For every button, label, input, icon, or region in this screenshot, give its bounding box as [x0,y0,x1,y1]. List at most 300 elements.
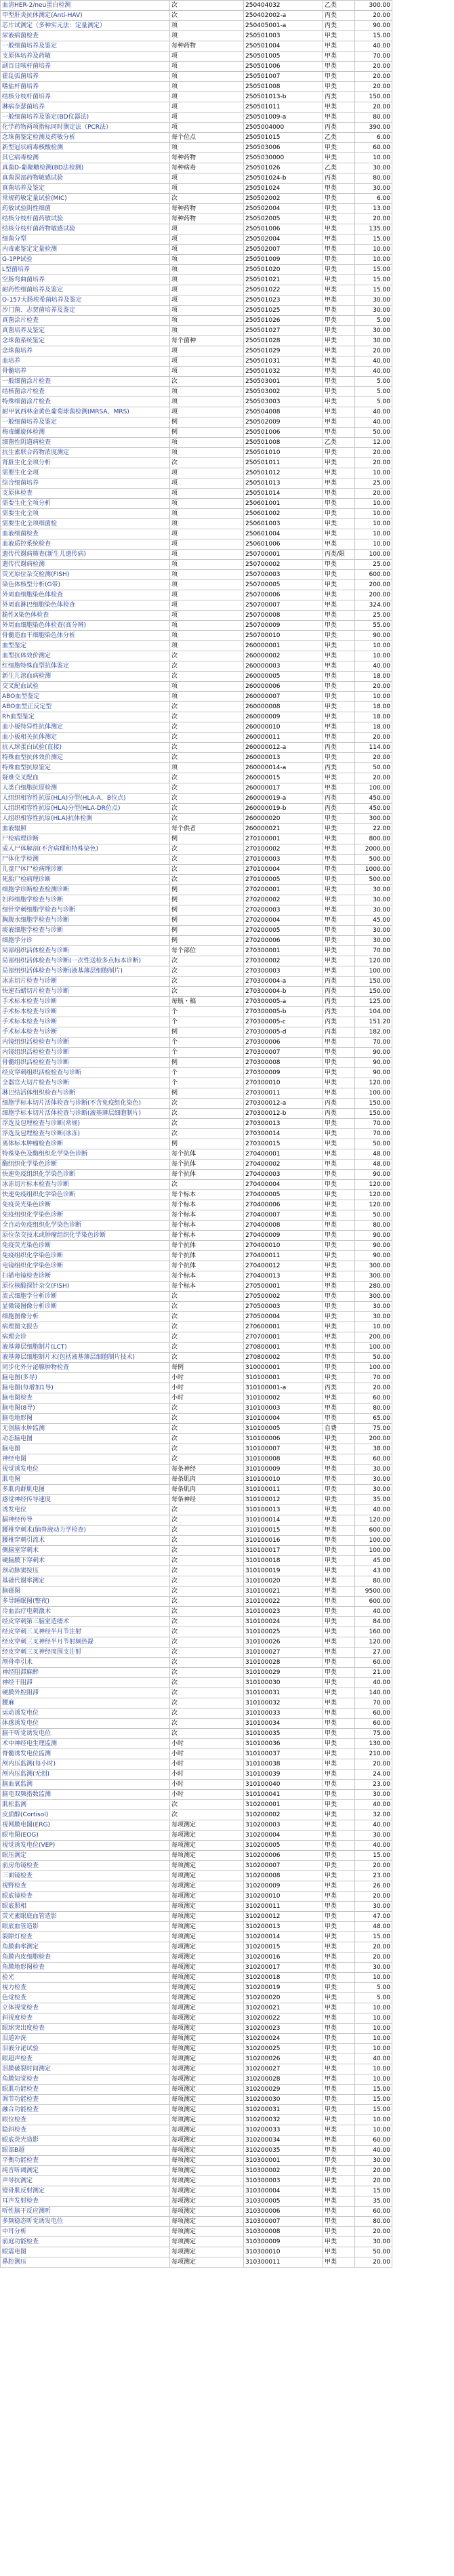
category-cell: 甲类 [323,672,355,682]
item-code-cell: 270400003 [244,1170,323,1180]
unit-cell: 每个供者 [170,824,244,834]
item-code-cell: 310200025 [244,2044,323,2054]
unit-cell: 每项测定 [170,1973,244,1983]
price-cell: 20.00 [355,1861,392,1871]
item-name-cell: 抗生素联合药物浓度测定 [1,448,170,458]
category-cell: 甲类 [323,1282,355,1292]
item-code-cell: 250501027 [244,326,323,336]
table-row [1,1322,454,1332]
item-name-cell: 颅骨牵引术 [1,1658,170,1668]
category-cell: 甲类 [323,1790,355,1800]
empty-cell [392,1017,454,1027]
table-row [1,1017,454,1027]
table-row [1,1312,454,1322]
empty-cell [392,2044,454,2054]
table-row [1,468,454,478]
unit-cell: 个 [170,1068,244,1078]
item-code-cell: 270300014 [244,1129,323,1139]
empty-cell [392,62,454,72]
unit-cell: 次 [170,661,244,672]
category-cell: 甲类 [323,2064,355,2074]
item-name-cell: 局部组织活体检查与诊断 [1,946,170,956]
table-row [1,1556,454,1566]
price-cell: 60.00 [355,143,392,153]
unit-cell: 每个标本 [170,1210,244,1221]
table-row [1,478,454,489]
table-row [1,1485,454,1495]
empty-cell [392,2095,454,2105]
empty-cell [392,1058,454,1068]
unit-cell: 次 [170,1648,244,1658]
price-cell: 40.00 [355,2054,392,2064]
item-code-cell: 250601003 [244,519,323,529]
category-cell: 甲类 [323,458,355,468]
price-cell: 30.00 [355,2237,392,2247]
price-cell: 35.00 [355,2196,392,2207]
table-row [1,529,454,539]
table-row [1,804,454,814]
item-name-cell: 人类白细胞抗原检测 [1,783,170,794]
category-cell: 甲类 [323,1648,355,1658]
empty-cell [392,875,454,885]
item-code-cell: 270600001 [244,1322,323,1332]
table-row [1,1617,454,1627]
unit-cell: 每个标本 [170,1271,244,1282]
item-code-cell: 310200028 [244,2074,323,2085]
empty-cell [392,275,454,285]
empty-cell [392,895,454,905]
unit-cell: 例 [170,428,244,438]
table-row [1,367,454,377]
unit-cell: 项 [170,265,244,275]
category-cell: 甲类 [323,2196,355,2207]
item-code-cell: 250700005 [244,580,323,590]
price-cell: 500.00 [355,875,392,885]
category-cell: 甲类 [323,1048,355,1058]
item-code-cell: 270300015 [244,1139,323,1149]
category-cell: 甲类 [323,1922,355,1932]
empty-cell [392,143,454,153]
unit-cell: 项 [170,763,244,773]
item-name-cell: 真菌培养及鉴定 [1,326,170,336]
price-cell: 20.00 [355,2257,392,2268]
unit-cell: 例 [170,895,244,905]
category-cell: 甲类 [323,1038,355,1048]
unit-cell: 例 [170,834,244,844]
price-cell: 10.00 [355,468,392,478]
category-cell: 甲类 [323,773,355,783]
table-row [1,773,454,783]
item-name-cell: 结核分枝杆菌药敏试验 [1,214,170,224]
empty-cell [392,1404,454,1414]
unit-cell: 每个抗体 [170,1170,244,1180]
table-row [1,1892,454,1902]
item-code-cell: 270300002 [244,956,323,966]
item-name-cell: 交叉配血试验 [1,682,170,692]
table-row [1,113,454,123]
unit-cell: 次 [170,194,244,204]
table-row [1,1027,454,1038]
item-code-cell: 310100032 [244,1698,323,1709]
price-cell: 30.00 [355,1465,392,1475]
price-cell: 15.00 [355,234,392,245]
price-cell: 40.00 [355,356,392,367]
item-name-cell: 外周血细胞染色体检查(高分辨) [1,621,170,631]
item-name-cell: 手术标本检查与诊断 [1,1017,170,1027]
table-row [1,1881,454,1892]
empty-cell [392,773,454,783]
item-code-cell: 270400001 [244,1149,323,1160]
item-code-cell: 270100004 [244,865,323,875]
price-cell: 200.00 [355,580,392,590]
category-cell: 甲类 [323,1607,355,1617]
empty-cell [392,1007,454,1017]
empty-cell [392,113,454,123]
empty-cell [392,1861,454,1871]
empty-cell [392,1,454,11]
item-code-cell: 270300001 [244,946,323,956]
empty-cell [392,102,454,113]
unit-cell: 每种药物 [170,41,244,52]
table-row [1,916,454,926]
unit-cell: 次 [170,1607,244,1617]
table-row [1,2115,454,2125]
empty-cell [392,387,454,397]
empty-cell [392,1953,454,1963]
price-cell: 10.00 [355,651,392,661]
unit-cell: 每项测定 [170,2146,244,2156]
item-name-cell: 化学药物两项指标同时测定法（PCR法） [1,123,170,133]
table-row [1,2105,454,2115]
table-row [1,824,454,834]
item-code-cell: 270300005-a [244,997,323,1007]
item-name-cell: 真菌培养及鉴定 [1,184,170,194]
price-cell: 23.00 [355,1780,392,1790]
category-cell: 甲类 [323,1993,355,2003]
empty-cell [392,1851,454,1861]
category-cell: 甲类 [323,1566,355,1576]
unit-cell: 每个标本 [170,1190,244,1200]
empty-cell [392,2227,454,2237]
table-row [1,52,454,62]
unit-cell: 项 [170,255,244,265]
table-row [1,2217,454,2227]
item-name-cell: 鼻腔测压 [1,2257,170,2268]
item-name-cell: 镫骨肌反射测定 [1,2186,170,2196]
category-cell: 丙类 [323,1007,355,1017]
table-row [1,2034,454,2044]
category-cell: 甲类 [323,1851,355,1861]
empty-cell [392,1271,454,1282]
unit-cell: 每项测定 [170,2095,244,2105]
item-code-cell: 310200001 [244,1800,323,1810]
empty-cell [392,1099,454,1109]
price-cell: 100.00 [355,1363,392,1373]
item-name-cell: 手术标本检查与诊断 [1,997,170,1007]
item-code-cell: 310100017 [244,1546,323,1556]
category-cell: 甲类 [323,1495,355,1505]
price-cell: 15.00 [355,275,392,285]
price-cell: 40.00 [355,407,392,417]
table-row [1,1210,454,1221]
category-cell: 丙类 [323,1383,355,1393]
item-code-cell: 270400008 [244,1221,323,1231]
empty-cell [392,468,454,478]
unit-cell: 小时 [170,1739,244,1749]
empty-cell [392,1292,454,1302]
price-cell: 25.00 [355,560,392,570]
price-cell: 43.00 [355,1566,392,1576]
table-row [1,1078,454,1088]
price-cell: 182.00 [355,1027,392,1038]
empty-cell [392,1343,454,1353]
unit-cell: 次 [170,804,244,814]
table-row [1,438,454,448]
table-row [1,885,454,895]
empty-cell [392,1505,454,1515]
empty-cell [392,1729,454,1739]
table-row [1,743,454,753]
unit-cell: 个 [170,1048,244,1058]
item-code-cell: 270400009 [244,1231,323,1241]
table-row [1,1566,454,1576]
price-cell: 120.00 [355,956,392,966]
table-row [1,1526,454,1536]
item-code-cell: 250502004 [244,204,323,214]
category-cell: 甲类 [323,1861,355,1871]
item-name-cell: 显微镜图像分析诊断 [1,1302,170,1312]
item-name-cell: 运动诱发电位 [1,1709,170,1719]
empty-cell [392,21,454,31]
empty-cell [392,2247,454,2257]
unit-cell: 每个标本 [170,1282,244,1292]
item-name-cell: 膈神经传导 [1,1515,170,1526]
category-cell: 甲类 [323,2227,355,2237]
empty-cell [392,1536,454,1546]
item-name-cell: 经皮穿刺三叉神经周围支注射 [1,1648,170,1658]
empty-cell [392,1515,454,1526]
category-cell: 甲类 [323,1454,355,1465]
table-row [1,672,454,682]
empty-cell [392,926,454,936]
empty-cell [392,1607,454,1617]
item-code-cell: 310200007 [244,1861,323,1871]
unit-cell: 项 [170,560,244,570]
item-code-cell: 310200012 [244,1912,323,1922]
unit-cell: 每个抗体 [170,1251,244,1261]
price-cell: 10.00 [355,2024,392,2034]
item-code-cell: 250501008 [244,82,323,92]
empty-cell [392,2146,454,2156]
category-cell: 甲类 [323,1129,355,1139]
item-name-cell: 纯音听阈测定 [1,2166,170,2176]
table-row [1,82,454,92]
item-code-cell: 310300004 [244,2186,323,2196]
category-cell: 甲类 [323,1373,355,1383]
item-code-cell: 250501006 [244,428,323,438]
item-name-cell: 内毒素鉴定定量检测 [1,245,170,255]
unit-cell: 次 [170,1353,244,1363]
item-code-cell: 310200021 [244,2003,323,2013]
unit-cell: 项 [170,316,244,326]
unit-cell: 每个抗体 [170,1241,244,1251]
table-row [1,1759,454,1770]
item-name-cell: L型菌培养 [1,265,170,275]
table-row [1,1719,454,1729]
table-row [1,1515,454,1526]
category-cell: 甲类 [323,1810,355,1820]
item-code-cell: 310200003 [244,1820,323,1831]
item-name-cell: 胸腹水细胞学检查与诊断 [1,916,170,926]
item-name-cell: 同步化外分泌腺肿物检查 [1,1363,170,1373]
table-row [1,895,454,905]
item-name-cell: 冰冻切片标本检查与诊断 [1,1180,170,1190]
category-cell: 甲类 [323,1759,355,1770]
empty-cell [392,2156,454,2166]
empty-cell [392,1149,454,1160]
unit-cell: 项 [170,590,244,600]
empty-cell [392,336,454,346]
empty-cell [392,1383,454,1393]
category-cell: 甲类 [323,875,355,885]
unit-cell: 次 [170,1627,244,1637]
price-cell: 20.00 [355,753,392,763]
category-cell: 甲类 [323,570,355,580]
table-row [1,1841,454,1851]
item-code-cell: 310100008 [244,1454,323,1465]
unit-cell: 次 [170,1729,244,1739]
table-row [1,173,454,184]
price-cell: 150.00 [355,1099,392,1109]
item-name-cell: 细胞学诊断检查检测诊断 [1,885,170,895]
unit-cell: 每个菌种 [170,336,244,346]
item-code-cell: 310200014 [244,1932,323,1942]
price-cell: 40.00 [355,1607,392,1617]
empty-cell [392,1749,454,1759]
table-row [1,2125,454,2135]
unit-cell: 每项测定 [170,2227,244,2237]
table-row [1,1658,454,1668]
unit-cell: 次 [170,1119,244,1129]
table-row [1,1007,454,1017]
empty-cell [392,1790,454,1800]
price-cell: 120.00 [355,1515,392,1526]
item-code-cell: 310100020 [244,1576,323,1587]
category-cell: 甲类 [323,1343,355,1353]
table-row [1,448,454,458]
item-code-cell: 310100009 [244,1465,323,1475]
item-name-cell: 多频稳态听觉诱发电位 [1,2217,170,2227]
category-cell: 丙类 [323,743,355,753]
unit-cell: 次 [170,1709,244,1719]
table-row [1,2064,454,2074]
item-code-cell: 250501015 [244,133,323,143]
item-name-cell: 脆性X染色体检查 [1,611,170,621]
item-code-cell: 310300010 [244,2247,323,2257]
category-cell: 丙类 [323,1017,355,1027]
price-cell: 10.00 [355,1973,392,1983]
item-name-cell: 感觉神经传导速度 [1,1495,170,1505]
item-code-cell: 270200005 [244,926,323,936]
item-code-cell: 250501007 [244,72,323,82]
table-row [1,123,454,133]
price-cell: 70.00 [355,1038,392,1048]
unit-cell: 每项测定 [170,2176,244,2186]
table-row [1,661,454,672]
empty-cell [392,1912,454,1922]
empty-cell [392,1465,454,1475]
empty-cell [392,204,454,214]
empty-cell [392,1251,454,1261]
category-cell: 甲类 [323,1088,355,1099]
table-row [1,1475,454,1485]
price-cell: 30.00 [355,2156,392,2166]
item-code-cell: 270300010 [244,1078,323,1088]
category-cell: 甲类 [323,82,355,92]
item-name-cell: 特殊染色及酶组织化学染色诊断 [1,1149,170,1160]
category-cell: 甲类 [323,2115,355,2125]
category-cell: 甲类 [323,2095,355,2105]
table-row [1,2247,454,2257]
table-row [1,1363,454,1373]
table-row [1,153,454,163]
item-code-cell: 310300006 [244,2207,323,2217]
unit-cell: 小时 [170,1790,244,1800]
price-cell: 32.00 [355,1810,392,1820]
item-name-cell: 眼肌功能检查 [1,2085,170,2095]
price-cell: 15.00 [355,31,392,41]
table-row [1,499,454,509]
category-cell: 甲类 [323,600,355,611]
category-cell: 甲类 [323,377,355,387]
category-cell: 甲类 [323,1058,355,1068]
empty-cell [392,844,454,855]
unit-cell: 项 [170,245,244,255]
item-code-cell: 270300007 [244,1048,323,1058]
empty-cell [392,224,454,234]
category-cell: 甲类 [323,2003,355,2013]
item-name-cell: 梅毒螺旋体检测 [1,428,170,438]
table-row [1,1343,454,1353]
empty-cell [392,407,454,417]
item-code-cell: 310200004 [244,1831,323,1841]
unit-cell: 项 [170,102,244,113]
price-cell: 90.00 [355,21,392,31]
price-cell: 45.00 [355,916,392,926]
empty-cell [392,2105,454,2115]
item-name-cell: 眼压测定 [1,1851,170,1861]
table-row [1,1749,454,1759]
empty-cell [392,722,454,733]
price-cell: 10.00 [355,1322,392,1332]
category-cell: 甲类 [323,52,355,62]
item-code-cell: 250501013 [244,478,323,489]
item-name-cell: 疑难交叉配血 [1,773,170,783]
item-name-cell: 内镜组织活检检查与诊断 [1,1038,170,1048]
item-code-cell: 310100019 [244,1566,323,1576]
item-code-cell: 310200020 [244,1993,323,2003]
table-row [1,702,454,712]
item-name-cell: 局部组织活体检查与诊断(一次性送检多点标本诊断) [1,956,170,966]
price-cell: 30.00 [355,1902,392,1912]
table-row [1,1871,454,1881]
item-name-cell: 液基薄层细胞制片(LCT) [1,1343,170,1353]
unit-cell: 项 [170,52,244,62]
category-cell: 甲类 [323,1505,355,1515]
price-cell: 90.00 [355,1048,392,1058]
price-cell: 90.00 [355,1058,392,1068]
unit-cell: 次 [170,1597,244,1607]
